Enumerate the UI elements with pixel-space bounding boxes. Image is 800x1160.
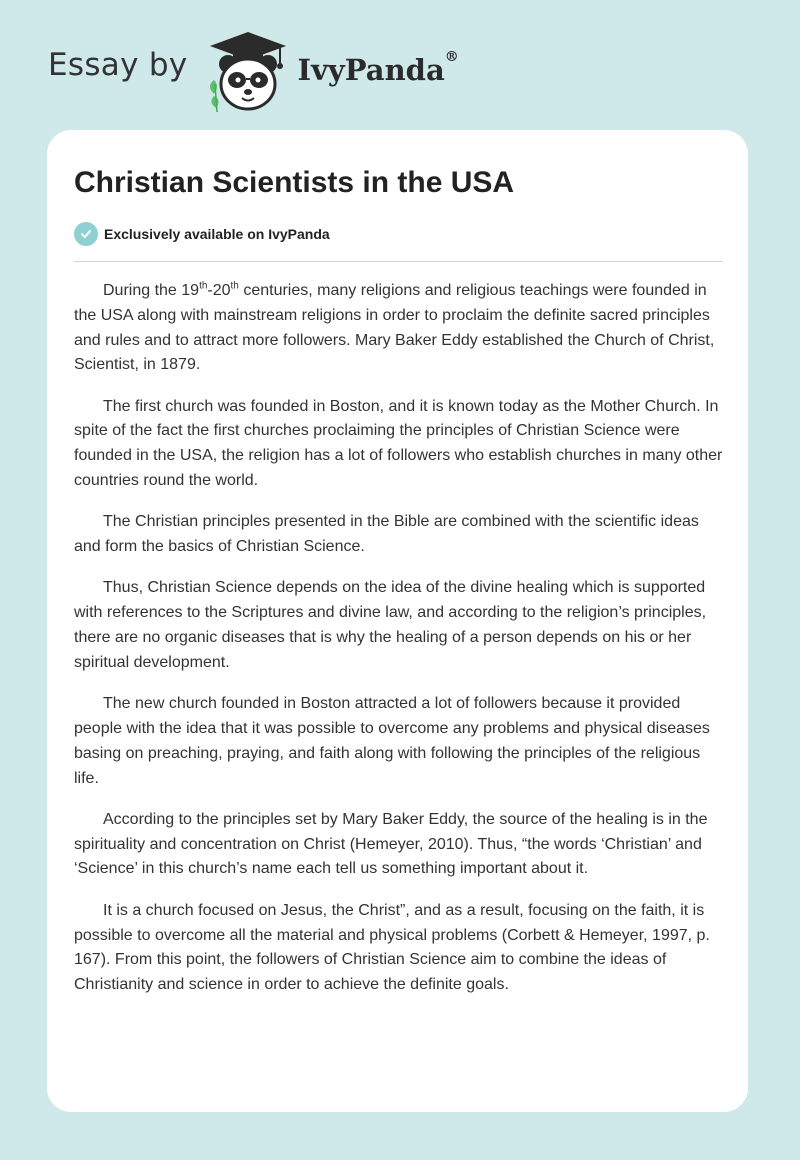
ivypanda-wordmark [297, 49, 459, 87]
paragraph: The new church founded in Boston attracted a lot of followers because it provided people with the idea that it was possible to overcome any problems and physical diseases basing on preaching, praying, and faith along with following the principles of the religious life. [74, 695, 710, 787]
title-divider [74, 261, 723, 262]
exclusive-label: Exclusively available on IvyPanda [104, 226, 330, 242]
essay-title: Christian Scientists in the USA [74, 166, 515, 199]
paragraph: The first church was founded in Boston, and it is known today as the Mother Church. In spite of the fact the first churches proclaiming the principles of Christian Science were founded in the USA, the religion has a lot of followers who establish churches in many other countries round the world. [74, 397, 723, 490]
paragraph: The Christian principles presented in the Bible are combined with the scientific ideas and form the basics of Christian Science. [74, 513, 699, 556]
panda-logo-icon [202, 28, 294, 114]
registered-mark: ® [444, 49, 459, 65]
paragraph: Thus, Christian Science depends on the idea of the divine healing which is supported with references to the Scriptures and divine law, and according to the religion’s principles, there are no organic diseases that is why the healing of a person depends on his or her spiritual development. [74, 579, 707, 671]
paragraph: It is a church focused on Jesus, the Christ”, and as a result, focusing on the faith, it is possible to overcome all the material and physical problems (Corbett & Hemeyer, 1997, p. 167). From this point, the followers of Christian Science aim to combine the ideas of Christianity and science in order to achieve the definite goals. [74, 901, 710, 994]
site-header [48, 28, 459, 114]
check-circle-icon [74, 222, 98, 246]
exclusive-badge [74, 222, 330, 246]
paragraph: During the 19th-20th centuries, many religions and religious teachings were founded in the USA along with mainstream religions in order to proclaim the definite sacred principles and rules and to attract more followers. Mary Baker Eddy established the Church of Christ, Scientist, in 1879. [74, 280, 715, 374]
essay-card [47, 130, 748, 1112]
essay-by-label: Essay by [48, 47, 188, 83]
brand-name: IvyPanda [297, 53, 445, 87]
essay-body [74, 279, 725, 1014]
paragraph: According to the principles set by Mary Baker Eddy, the source of the healing is in the spirituality and concentration on Christ (Hemeyer, 2010). Thus, “the words ‘Christian’ and ‘Science’ in this church’s name each tell us something important about it. [74, 810, 708, 878]
